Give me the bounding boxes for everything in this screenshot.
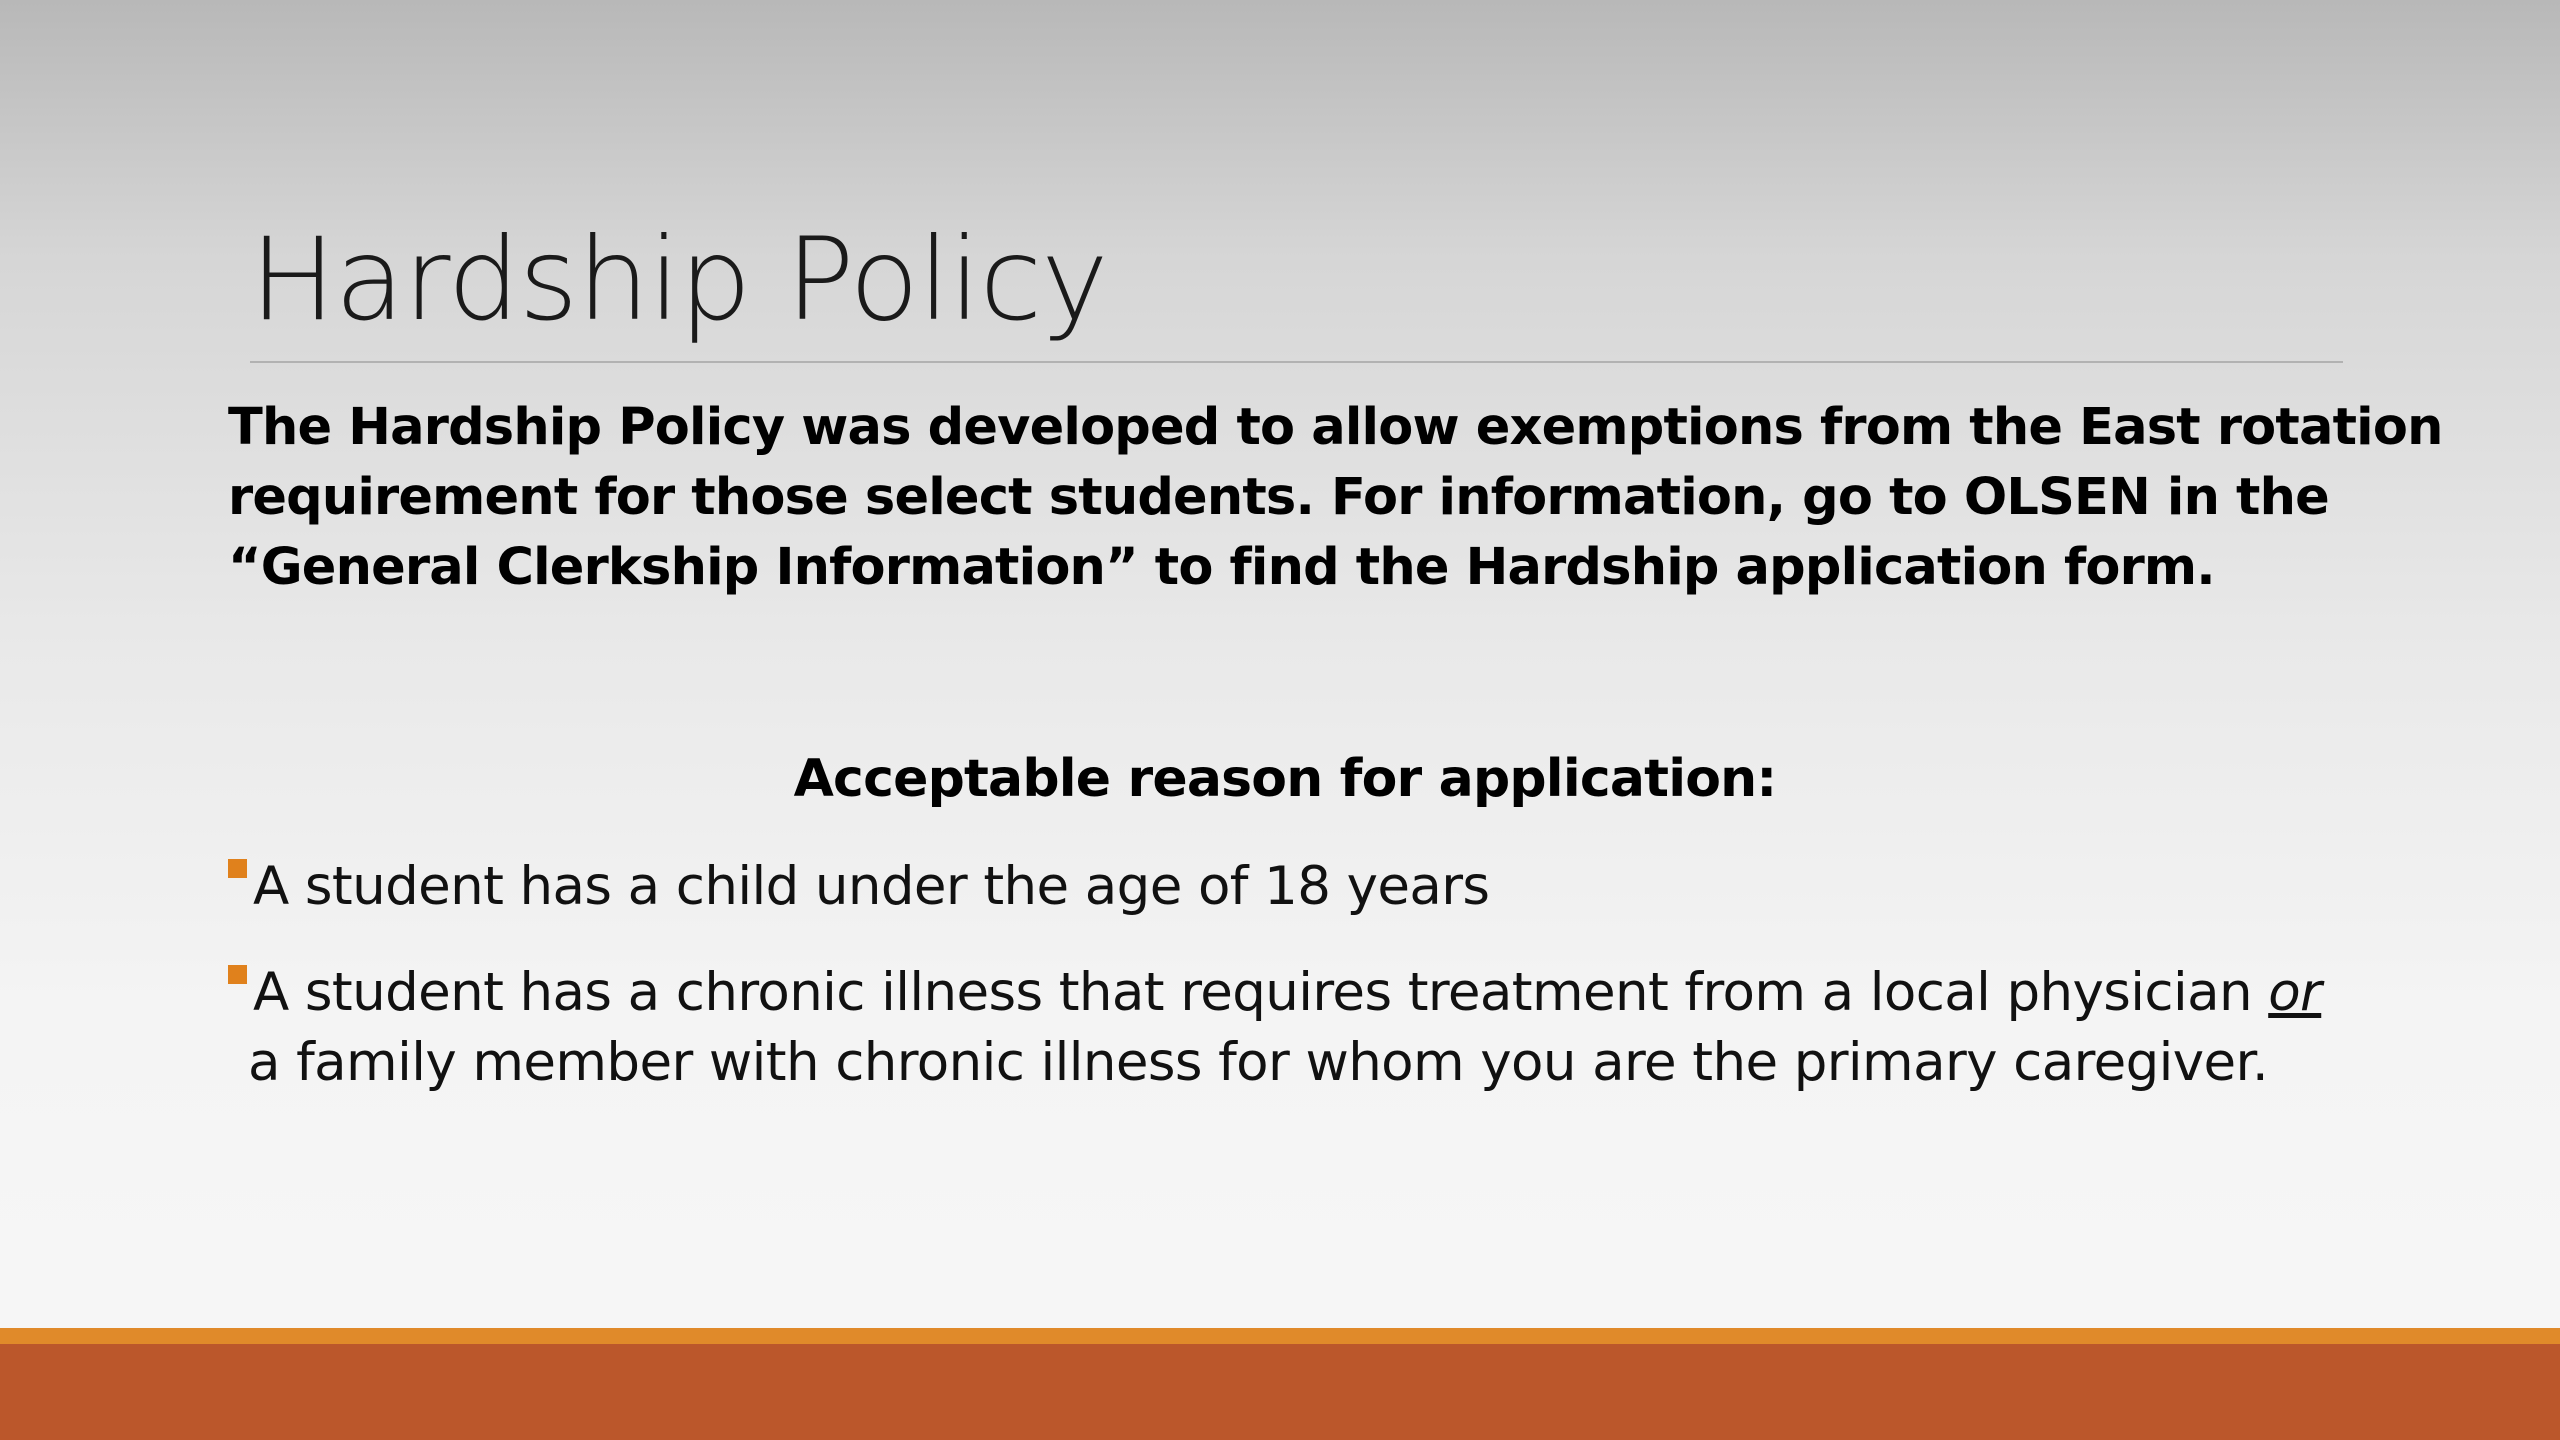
title-divider [250,361,2343,363]
square-bullet-icon [228,859,247,878]
list-item-text: A student has a chronic illness that requires treatment from a local physician [253,962,2269,1023]
list-item-text: A student has a child under the age of 18 years [253,856,1490,917]
intro-line: “General Clerkship Information” to find the Hardship application form. [228,538,2215,597]
list-item [228,852,2368,922]
footer-band [0,1344,2560,1440]
list-item [228,958,2368,1098]
slide-title: Hardship Policy [250,213,1108,346]
reasons-list [228,852,2368,1134]
square-bullet-icon [228,965,247,984]
section-heading: Acceptable reason for application: [793,749,1777,809]
intro-line: The Hardship Policy was developed to allow exemptions from the East rotation [228,398,2443,457]
footer-accent-stripe [0,1328,2560,1344]
intro-paragraph [228,393,2443,603]
list-item-continuation: a family member with chronic illness for whom you are the primary caregiver. [248,1032,2269,1093]
emphasis-text: or [2268,962,2322,1023]
intro-line: requirement for those select students. For information, go to OLSEN in the [228,468,2329,527]
